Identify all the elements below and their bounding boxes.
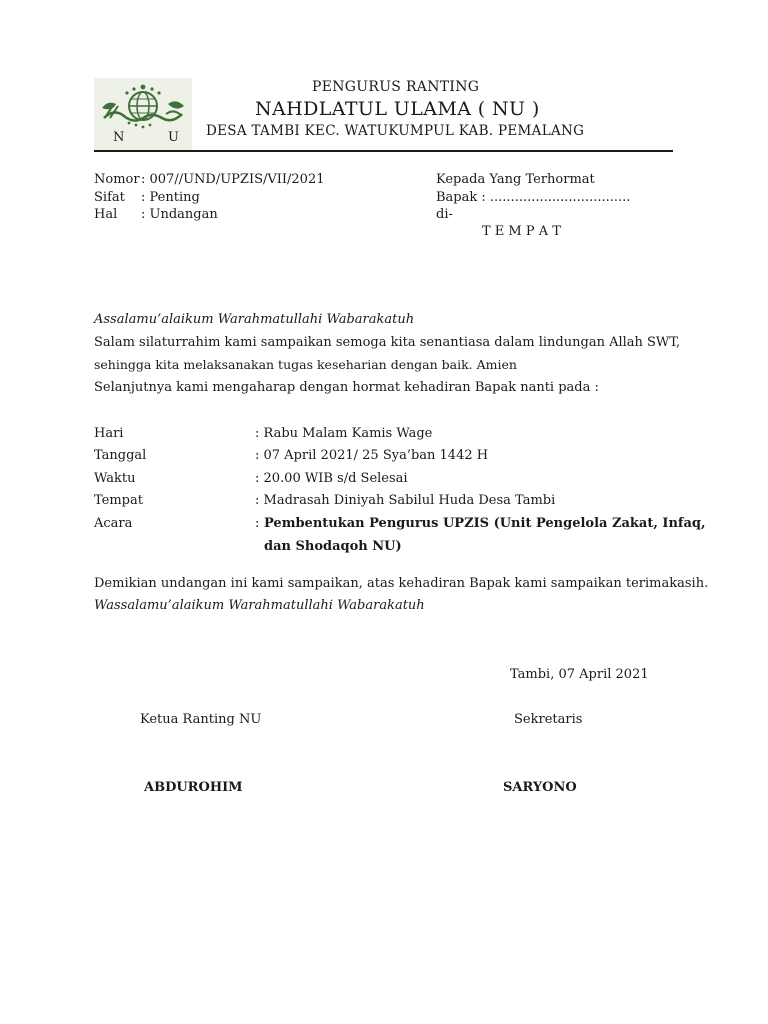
detail-value-waktu: : 20.00 WIB s/d Selesai (255, 471, 408, 486)
paragraph-2: Selanjutnya kami mengaharap dengan hormat kehadiran Bapak nanti pada : (94, 380, 599, 395)
detail-label-tempat: Tempat (94, 493, 143, 508)
paragraph-1-line-2: sehingga kita melaksanakan tugas keseharian dengan baik. Amien (94, 357, 517, 372)
place-date: Tambi, 07 April 2021 (510, 667, 649, 682)
left-signatory-name: ABDUROHIM (144, 780, 243, 795)
nomor-value: : 007//UND/UPZIS/VII/2021 (141, 172, 325, 187)
logo-letter-n: N (113, 130, 125, 145)
detail-label-acara: Acara (94, 516, 133, 531)
detail-value-tanggal: : 07 April 2021/ 25 Sya’ban 1442 H (255, 448, 489, 463)
letterhead-title: NAHDLATUL ULAMA ( NU ) (255, 98, 540, 120)
sifat-value: : Penting (141, 190, 200, 205)
closing-greeting: Wassalamu’alaikum Warahmatullahi Wabarakatuh (94, 598, 425, 613)
left-signatory-title: Ketua Ranting NU (140, 712, 262, 727)
letterhead-line-1: PENGURUS RANTING (312, 79, 480, 95)
right-signatory-name: SARYONO (503, 780, 577, 795)
nu-logo (94, 78, 192, 150)
recipient-line-1: Kepada Yang Terhormat (436, 172, 595, 187)
detail-value-acara-line-2: dan Shodaqoh NU) (264, 539, 402, 554)
detail-value-acara-prefix: : (255, 516, 260, 531)
opening-greeting: Assalamu’alaikum Warahmatullahi Wabarakatuh (94, 312, 415, 327)
letterhead-address: DESA TAMBI KEC. WATUKUMPUL KAB. PEMALANG (206, 123, 585, 139)
detail-value-hari: : Rabu Malam Kamis Wage (255, 426, 433, 441)
hal-value: : Undangan (141, 207, 218, 222)
hal-label: Hal (94, 207, 118, 222)
paragraph-1-line-1: Salam silaturrahim kami sampaikan semoga kita senantiasa dalam lindungan Allah SWT, (94, 335, 681, 350)
recipient-line-2: Bapak : .................................. (436, 190, 631, 205)
closing-line: Demikian undangan ini kami sampaikan, atas kehadiran Bapak kami sampaikan terimakasih. (94, 576, 709, 591)
right-signatory-title: Sekretaris (514, 712, 583, 727)
letterhead-divider (94, 150, 673, 152)
recipient-line-3: di- (436, 207, 453, 222)
nomor-label: Nomor (94, 172, 140, 187)
sifat-label: Sifat (94, 190, 125, 205)
detail-label-tanggal: Tanggal (94, 448, 147, 463)
logo-letter-u: U (168, 130, 179, 145)
detail-label-hari: Hari (94, 426, 124, 441)
detail-value-tempat: : Madrasah Diniyah Sabilul Huda Desa Tambi (255, 493, 556, 508)
detail-label-waktu: Waktu (94, 471, 136, 486)
recipient-place: T E M P A T (482, 224, 561, 239)
detail-value-acara-line-1: Pembentukan Pengurus UPZIS (Unit Pengelola Zakat, Infaq, (264, 516, 706, 531)
